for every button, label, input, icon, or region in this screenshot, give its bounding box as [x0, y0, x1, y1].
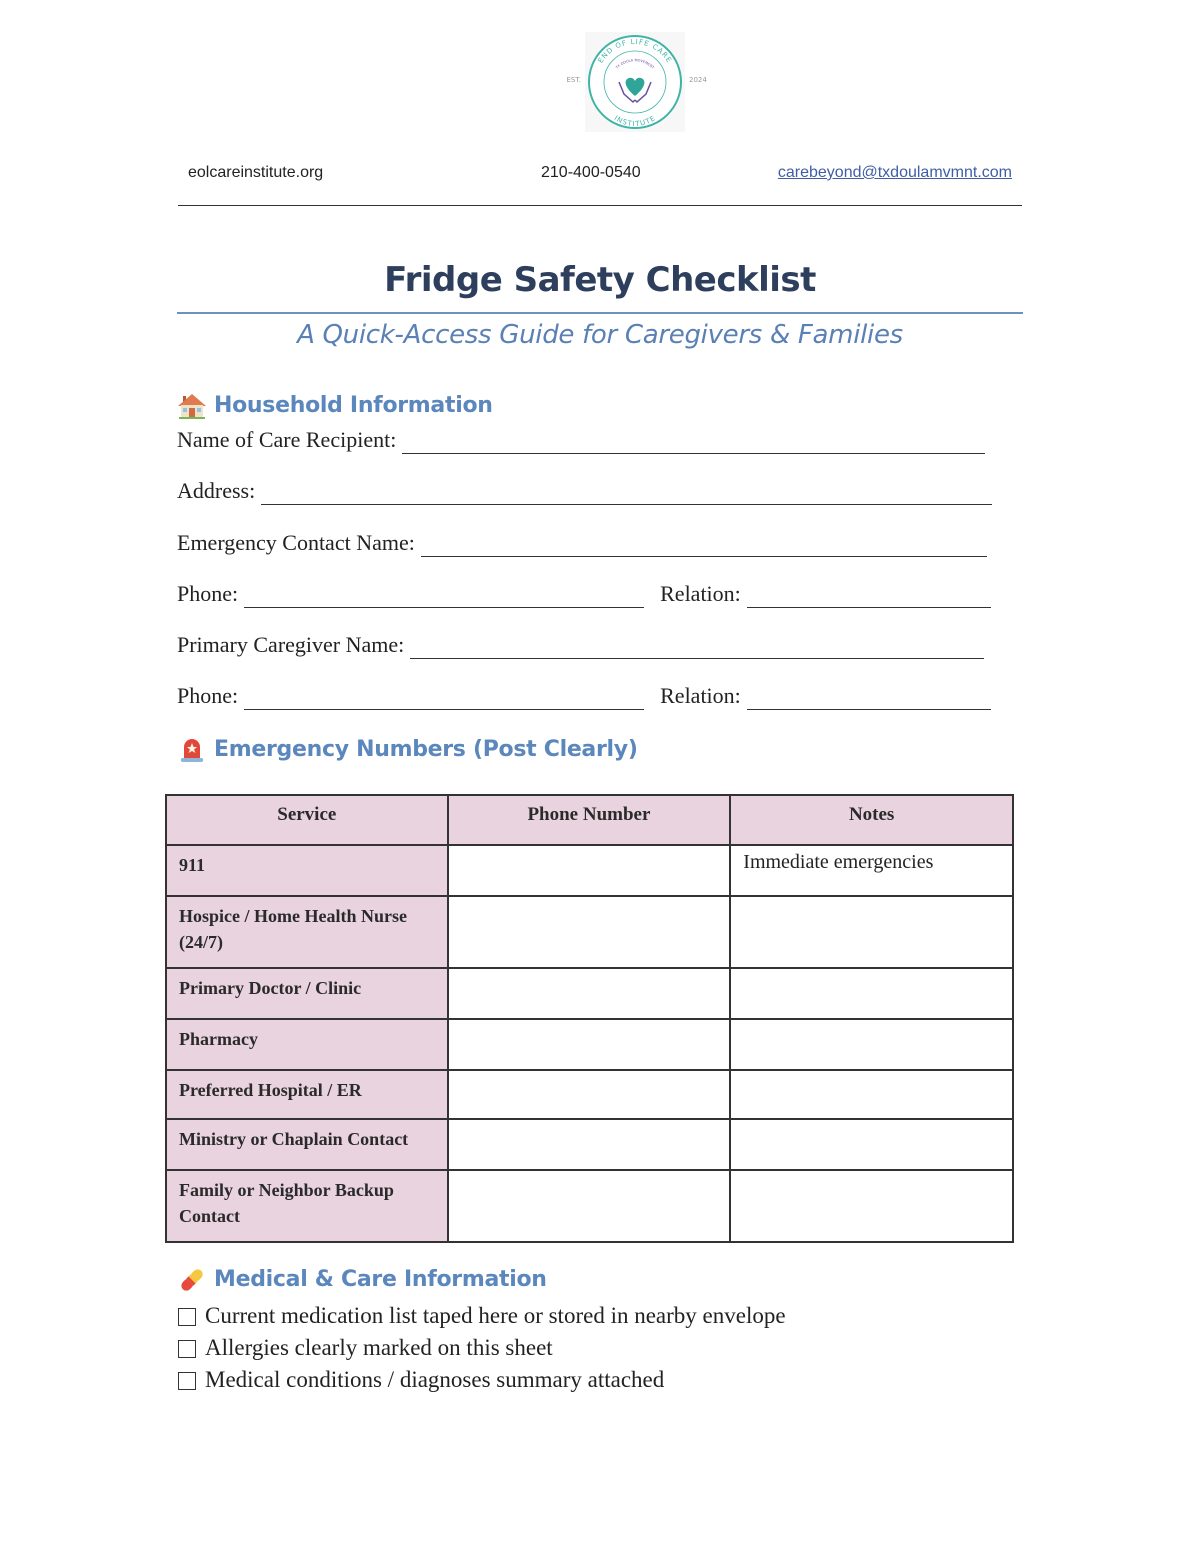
logo-right-text: 2024: [689, 76, 707, 84]
notes-cell[interactable]: [730, 968, 1013, 1019]
notes-cell[interactable]: [730, 1019, 1013, 1070]
phone-cell[interactable]: [448, 896, 731, 968]
column-header-notes: Notes: [730, 795, 1013, 845]
medical-heading: [177, 1265, 547, 1295]
primary-caregiver-label: Primary Caregiver Name:: [177, 632, 405, 657]
page-title: Fridge Safety Checklist: [384, 260, 816, 300]
phone-relation-row-2: [177, 680, 991, 710]
notes-cell[interactable]: Immediate emergencies: [730, 845, 1013, 896]
medical-heading-text: Medical & Care Information: [214, 1267, 547, 1292]
care-recipient-field: [177, 424, 985, 454]
checklist-item-label: Medical conditions / diagnoses summary attached: [205, 1367, 665, 1392]
address-field: [177, 475, 992, 505]
relation-input-2[interactable]: [747, 687, 991, 710]
household-heading-text: Household Information: [214, 393, 493, 418]
phone-cell[interactable]: [448, 1019, 731, 1070]
phone-relation-row-1: [177, 578, 991, 608]
pill-icon: [177, 1266, 207, 1294]
checklist-item-label: Allergies clearly marked on this sheet: [205, 1335, 553, 1360]
service-cell: Preferred Hospital / ER: [166, 1070, 448, 1119]
table-row: [166, 896, 1013, 968]
contact-row: [178, 164, 1022, 186]
medical-checklist: [178, 1300, 786, 1396]
table-header-row: [166, 795, 1013, 845]
logo-top-text: END OF LIFE CARE: [596, 37, 674, 65]
service-cell: Family or Neighbor Backup Contact: [166, 1170, 448, 1242]
service-cell: Hospice / Home Health Nurse (24/7): [166, 896, 448, 968]
checklist-item: [178, 1300, 786, 1332]
address-input[interactable]: [261, 482, 992, 505]
table-row: [166, 845, 1013, 896]
phone-cell[interactable]: [448, 968, 731, 1019]
table-row: [166, 968, 1013, 1019]
checkbox[interactable]: [178, 1308, 196, 1326]
service-cell: Ministry or Chaplain Contact: [166, 1119, 448, 1170]
checklist-item: [178, 1364, 786, 1396]
service-cell: 911: [166, 845, 448, 896]
notes-cell[interactable]: [730, 896, 1013, 968]
notes-cell[interactable]: [730, 1119, 1013, 1170]
website-text: eolcareinstitute.org: [188, 164, 324, 181]
household-heading: [177, 391, 493, 421]
table-row: [166, 1119, 1013, 1170]
relation-label-2: Relation:: [660, 683, 741, 708]
phone-cell[interactable]: [448, 1070, 731, 1119]
relation-input-1[interactable]: [747, 585, 991, 608]
title-divider: [177, 312, 1023, 314]
header-divider: [178, 205, 1022, 206]
column-header-service: Service: [166, 795, 448, 845]
institute-logo: [566, 32, 707, 132]
phone-label-1: Phone:: [177, 581, 239, 606]
phone-cell[interactable]: [448, 1170, 731, 1242]
notes-cell[interactable]: [730, 1170, 1013, 1242]
table-row: [166, 1170, 1013, 1242]
logo-bottom-text: INSTITUTE: [612, 114, 658, 129]
column-header-phone-number: Phone Number: [448, 795, 731, 845]
table-row: [166, 1070, 1013, 1119]
end-of-life-care-institute-logo-icon: [585, 32, 685, 132]
emergency-heading-text: Emergency Numbers (Post Clearly): [214, 737, 638, 762]
address-label: Address:: [177, 478, 256, 503]
logo-inner-text: TX DOULA MOVEMENT: [615, 58, 655, 70]
checkbox[interactable]: [178, 1340, 196, 1358]
phone-cell[interactable]: [448, 845, 731, 896]
checkbox[interactable]: [178, 1372, 196, 1390]
emergency-contact-label: Emergency Contact Name:: [177, 530, 415, 555]
relation-label-1: Relation:: [660, 581, 741, 606]
house-icon: [177, 392, 207, 420]
phone-text: 210-400-0540: [541, 164, 641, 181]
emergency-heading: [177, 735, 638, 765]
primary-caregiver-input[interactable]: [410, 636, 984, 659]
phone-input-1[interactable]: [244, 585, 644, 608]
checklist-item-label: Current medication list taped here or stored in nearby envelope: [205, 1303, 786, 1328]
emergency-contact-field: [177, 527, 987, 557]
phone-label-2: Phone:: [177, 683, 239, 708]
table-row: [166, 1019, 1013, 1070]
care-recipient-label: Name of Care Recipient:: [177, 427, 397, 452]
siren-icon: [177, 736, 207, 764]
service-cell: Pharmacy: [166, 1019, 448, 1070]
logo-left-text: EST.: [566, 76, 581, 84]
phone-cell[interactable]: [448, 1119, 731, 1170]
email-link[interactable]: carebeyond@txdoulamvmnt.com: [777, 164, 1012, 181]
notes-cell[interactable]: [730, 1070, 1013, 1119]
checklist-item: [178, 1332, 786, 1364]
service-cell: Primary Doctor / Clinic: [166, 968, 448, 1019]
emergency-contact-input[interactable]: [421, 534, 987, 557]
care-recipient-input[interactable]: [402, 431, 985, 454]
primary-caregiver-field: [177, 629, 984, 659]
emergency-numbers-table: [165, 794, 1014, 1243]
phone-input-2[interactable]: [244, 687, 644, 710]
page-subtitle: A Quick-Access Guide for Caregivers & Families: [297, 320, 903, 350]
